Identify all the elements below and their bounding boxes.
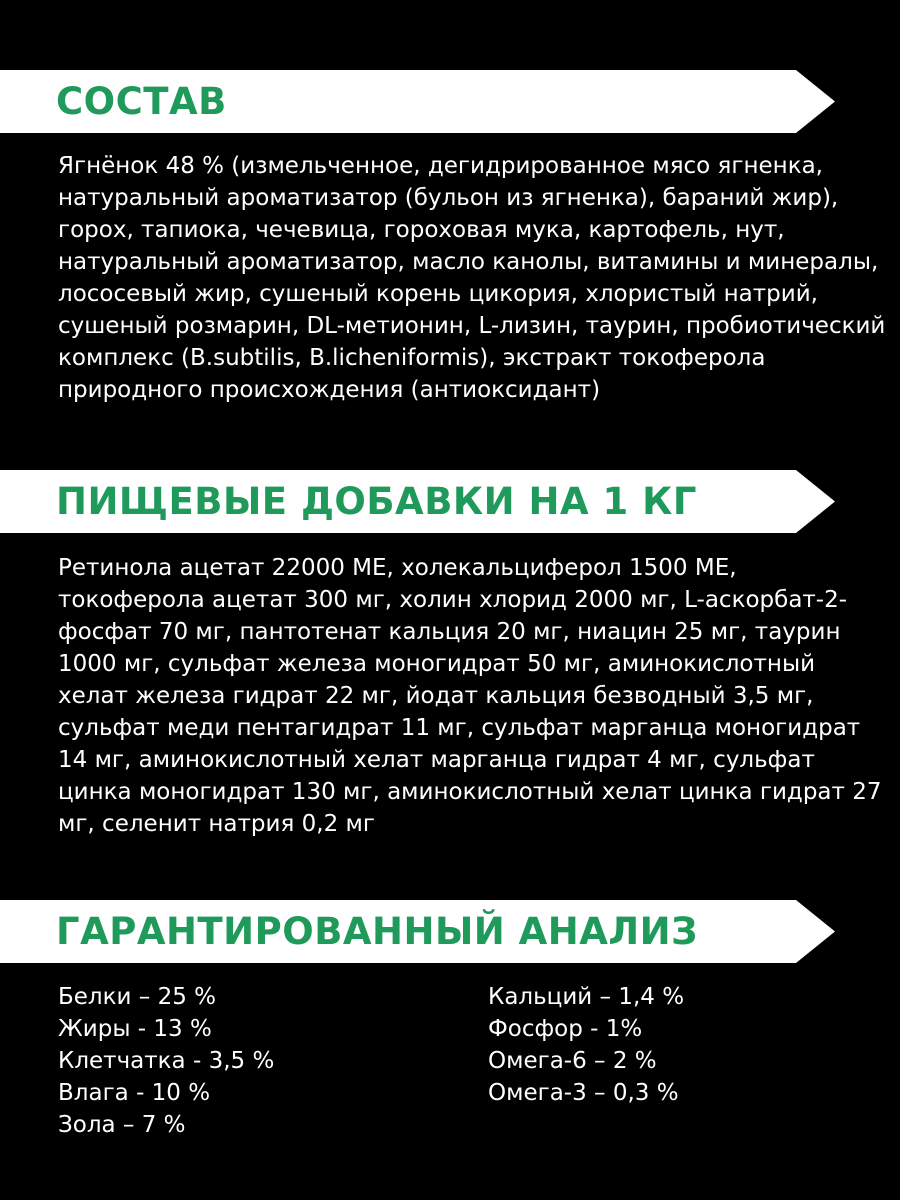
analysis-item-calcium: Кальций – 1,4 % <box>488 984 685 1010</box>
analysis-item-protein: Белки – 25 % <box>58 984 217 1010</box>
analysis-item-fat: Жиры - 13 % <box>58 1016 212 1042</box>
additives-title: ПИЩЕВЫЕ ДОБАВКИ НА 1 КГ <box>56 480 697 523</box>
composition-title: СОСТАВ <box>56 80 227 123</box>
analysis-item-omega3: Омега-3 – 0,3 % <box>488 1080 679 1106</box>
additives-text: Ретинола ацетат 22000 МЕ, холекальциферол 1500 МЕ, токоферола ацетат 300 мг, холин хлорид 2000 мг, L-аскорбат-2-фосфат 70 мг, пантотенат кальция 20 мг, ниацин 25 мг, таурин 1000 мг, сульфат железа моногидрат 50 мг, аминокислотный хелат железа гидрат 22 мг, йодат кальция безводный 3,5 мг, сульфат меди пентагидрат 11 мг, сульфат марганца моногидрат 14 мг, аминокислотный хелат марганца гидрат 4 мг, сульфат цинка моногидрат 130 мг, аминокислотный хелат цинка гидрат 27 мг, селенит натрия 0,2 мг <box>58 555 882 837</box>
analysis-item-phosphorus: Фосфор - 1% <box>488 1016 643 1042</box>
analysis-title: ГАРАНТИРОВАННЫЙ АНАЛИЗ <box>56 910 698 953</box>
analysis-item-omega6: Омега-6 – 2 % <box>488 1048 657 1074</box>
analysis-item-moisture: Влага - 10 % <box>58 1080 211 1106</box>
analysis-item-fiber: Клетчатка - 3,5 % <box>58 1048 275 1074</box>
composition-text: Ягнёнок 48 % (измельченное, дегидрированное мясо ягненка, натуральный ароматизатор (бульон из ягненка), бараний жир), горох, тапиока, чечевица, гороховая мука, картофель, нут, натуральный ароматизатор, масло канолы, витамины и минералы, лососевый жир, сушеный корень цикория, хлористый натрий, сушеный розмарин, DL-метионин, L-лизин, таурин, пробиотический комплекс (B.subtilis, B.licheniformis), экстракт токоферола природного происхождения (антиоксидант) <box>58 153 886 403</box>
analysis-item-ash: Зола – 7 % <box>58 1112 186 1138</box>
analysis-left-list <box>58 981 274 1141</box>
analysis-right-list <box>488 981 684 1109</box>
